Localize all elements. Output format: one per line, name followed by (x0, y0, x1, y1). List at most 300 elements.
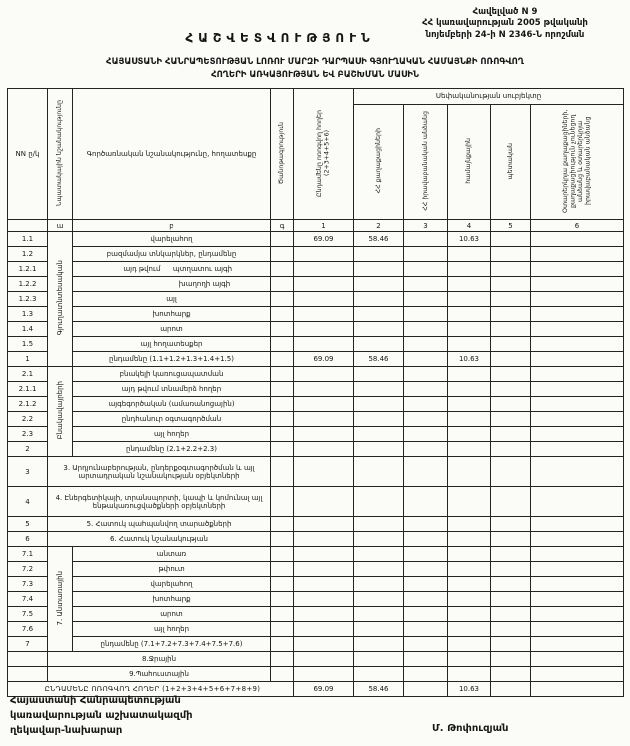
value-cell (448, 307, 491, 322)
value-cell (491, 637, 531, 652)
value-cell (404, 592, 448, 607)
value-cell (354, 382, 404, 397)
col-header-legal-entities (404, 105, 448, 220)
value-cell (491, 292, 531, 307)
note-cell (271, 322, 294, 337)
land-type-label: 3. Արդյունաբերության, ընդերքօգտագործման և այլ արտադրական նշանակության օբյեկտների (48, 457, 271, 487)
row-number: 2.3 (8, 427, 48, 442)
table-row (8, 667, 624, 682)
table-row (8, 337, 624, 352)
value-cell (354, 292, 404, 307)
note-cell (271, 517, 294, 532)
row-number: 7.4 (8, 592, 48, 607)
col-header-citizens-label: ՀՀ քաղաքացիների (374, 128, 382, 194)
value-cell (294, 652, 354, 667)
table-row (8, 277, 624, 292)
row-number (8, 667, 48, 682)
table-row (8, 307, 624, 322)
land-type-label: 5. Հատուկ պահպանվող տարածքների (48, 517, 271, 532)
note-cell (271, 667, 294, 682)
value-cell: 10.63 (448, 232, 491, 247)
value-cell (531, 427, 624, 442)
report-table (7, 88, 624, 697)
report-subtitle (0, 56, 630, 82)
value-cell (404, 517, 448, 532)
value-cell (531, 337, 624, 352)
row-number: 1.3 (8, 307, 48, 322)
table-row (8, 487, 624, 517)
land-type-label: 9.Պահուստային (48, 667, 271, 682)
row-number: 7.3 (8, 577, 48, 592)
value-cell (491, 592, 531, 607)
land-type-label: արոտ (73, 607, 271, 622)
value-cell (354, 517, 404, 532)
value-cell (294, 307, 354, 322)
value-cell (491, 397, 531, 412)
value-cell (448, 397, 491, 412)
value-cell (491, 352, 531, 367)
value-cell (294, 337, 354, 352)
note-cell (271, 592, 294, 607)
column-index-cell: 2 (354, 220, 404, 232)
value-cell (531, 382, 624, 397)
value-cell (294, 397, 354, 412)
value-cell (531, 622, 624, 637)
value-cell (531, 682, 624, 697)
value-cell (404, 457, 448, 487)
value-cell (294, 322, 354, 337)
value-cell (404, 277, 448, 292)
value-cell (531, 412, 624, 427)
value-cell (404, 412, 448, 427)
value-cell (404, 637, 448, 652)
value-cell (491, 412, 531, 427)
land-type-label: այլ (73, 292, 271, 307)
land-type-label: բնակելի կառուցապատման (73, 367, 271, 382)
note-cell (271, 232, 294, 247)
column-index-cell: 4 (448, 220, 491, 232)
row-number: 1.1 (8, 232, 48, 247)
value-cell (531, 292, 624, 307)
value-cell (404, 247, 448, 262)
value-cell (491, 532, 531, 547)
value-cell: 69.09 (294, 232, 354, 247)
note-cell (271, 652, 294, 667)
col-header-legal-entities-label: ՀՀ իրավաբանական անձանց (421, 111, 429, 211)
value-cell (491, 517, 531, 532)
value-cell (404, 337, 448, 352)
value-cell (404, 262, 448, 277)
report-title: ՀԱՇՎԵՏՎՈՒԹՅՈՒՆ (185, 31, 375, 45)
value-cell (294, 577, 354, 592)
table-row (8, 397, 624, 412)
table-row (8, 577, 624, 592)
column-index-cell: գ (271, 220, 294, 232)
value-cell (354, 652, 404, 667)
col-header-community (448, 105, 491, 220)
value-cell (294, 427, 354, 442)
table-row (8, 292, 624, 307)
value-cell (531, 277, 624, 292)
value-cell (531, 547, 624, 562)
row-number: 6 (8, 532, 48, 547)
note-cell (271, 637, 294, 652)
category-label (48, 367, 73, 457)
value-cell (404, 607, 448, 622)
category-label (48, 232, 73, 367)
note-cell (271, 307, 294, 322)
value-cell (404, 307, 448, 322)
value-cell (354, 307, 404, 322)
land-type-label: այլ հողեր (73, 427, 271, 442)
value-cell (491, 262, 531, 277)
land-type-label: թփուտ (73, 562, 271, 577)
value-cell (448, 277, 491, 292)
value-cell (491, 277, 531, 292)
value-cell: 10.63 (448, 682, 491, 697)
land-type-label: խոտհարք (73, 592, 271, 607)
value-cell (294, 292, 354, 307)
value-cell (294, 532, 354, 547)
value-cell (404, 322, 448, 337)
table-row (8, 547, 624, 562)
row-number: 4 (8, 487, 48, 517)
value-cell (294, 457, 354, 487)
col-header-nn: NN ը/կ (8, 89, 48, 220)
table-row (8, 622, 624, 637)
note-cell (271, 397, 294, 412)
row-number: 2.1 (8, 367, 48, 382)
table-row (8, 592, 624, 607)
value-cell (448, 592, 491, 607)
report-table-head (8, 89, 624, 232)
note-cell (271, 562, 294, 577)
value-cell (491, 622, 531, 637)
table-row (8, 562, 624, 577)
value-cell (531, 262, 624, 277)
value-cell (354, 532, 404, 547)
value-cell (354, 367, 404, 382)
value-cell (531, 307, 624, 322)
land-type-label: ընդհանուր օգտագործման (73, 412, 271, 427)
value-cell (404, 382, 448, 397)
value-cell (491, 232, 531, 247)
note-cell (271, 442, 294, 457)
value-cell (294, 367, 354, 382)
value-cell (448, 637, 491, 652)
col-header-purpose-label: Նպատակային նշանակությունը (56, 99, 64, 207)
table-row (8, 457, 624, 487)
value-cell (531, 247, 624, 262)
table-row (8, 232, 624, 247)
table-row (8, 382, 624, 397)
value-cell (294, 607, 354, 622)
value-cell (294, 412, 354, 427)
value-cell (448, 412, 491, 427)
value-cell (354, 337, 404, 352)
value-cell (354, 412, 404, 427)
table-row (8, 652, 624, 667)
note-cell (271, 532, 294, 547)
value-cell (531, 442, 624, 457)
value-cell (404, 367, 448, 382)
value-cell (404, 352, 448, 367)
land-type-label: ընդամենը (2.1+2.2+2.3) (73, 442, 271, 457)
land-type-label: արոտ (73, 322, 271, 337)
value-cell (448, 517, 491, 532)
note-cell (271, 622, 294, 637)
value-cell (491, 652, 531, 667)
row-number: 1.2.2 (8, 277, 48, 292)
value-cell (404, 427, 448, 442)
value-cell (404, 397, 448, 412)
column-index-cell: 3 (404, 220, 448, 232)
note-cell (271, 547, 294, 562)
value-cell (491, 667, 531, 682)
col-header-foreign (531, 105, 624, 220)
signatory-title-block (10, 693, 193, 738)
land-type-label: 8.Ջրային (48, 652, 271, 667)
category-label-text: Բնակավայրերի (55, 381, 64, 440)
value-cell (531, 577, 624, 592)
header-row-top (8, 89, 624, 105)
col-header-foreign-label: Օտարերկրյա քաղաքացիների, քաղաքացիություն չունեցող անձանց և օտարերկրյա իրավաբանական անձանց (561, 109, 592, 213)
row-number: 7.5 (8, 607, 48, 622)
col-header-note-label: Ծանոթագրություն (278, 121, 286, 185)
value-cell (354, 442, 404, 457)
value-cell (294, 442, 354, 457)
value-cell (491, 487, 531, 517)
note-cell (271, 262, 294, 277)
row-number (8, 652, 48, 667)
value-cell (491, 337, 531, 352)
column-index-row (8, 220, 624, 232)
value-cell (448, 427, 491, 442)
value-cell (448, 562, 491, 577)
row-number: 2.1.2 (8, 397, 48, 412)
value-cell (531, 562, 624, 577)
value-cell (531, 637, 624, 652)
value-cell (491, 442, 531, 457)
value-cell: 58.46 (354, 352, 404, 367)
annex-number: Հավելված N 9 (472, 7, 538, 17)
col-header-total-irrigated-label: Ընդամենը ոռոգվող հողեր (2+3+4+5+6) (315, 109, 331, 197)
value-cell (404, 547, 448, 562)
row-number: 1 (8, 352, 48, 367)
value-cell (448, 337, 491, 352)
row-number: 2.2 (8, 412, 48, 427)
value-cell (491, 382, 531, 397)
col-header-purpose (48, 89, 73, 220)
row-number: 2.1.1 (8, 382, 48, 397)
value-cell (531, 607, 624, 622)
value-cell: 69.09 (294, 682, 354, 697)
column-index-cell: 1 (294, 220, 354, 232)
row-number: 7.2 (8, 562, 48, 577)
table-row (8, 607, 624, 622)
value-cell (491, 577, 531, 592)
value-cell (404, 682, 448, 697)
note-cell (271, 487, 294, 517)
land-type-label: անտառ (73, 547, 271, 562)
value-cell (531, 352, 624, 367)
value-cell (294, 637, 354, 652)
value-cell (531, 322, 624, 337)
value-cell (354, 562, 404, 577)
value-cell: 10.63 (448, 352, 491, 367)
row-number: 5 (8, 517, 48, 532)
value-cell (404, 487, 448, 517)
column-index-cell: բ (73, 220, 271, 232)
value-cell (404, 442, 448, 457)
value-cell (491, 682, 531, 697)
value-cell (491, 562, 531, 577)
category-label-text: 7. Անտառային (55, 570, 64, 626)
value-cell (404, 232, 448, 247)
land-type-label: բազմամյա տնկարկներ, ընդամենը (73, 247, 271, 262)
category-label-text: Գյուղատնտեսական (55, 260, 64, 336)
value-cell (491, 457, 531, 487)
value-cell (294, 262, 354, 277)
row-number: 3 (8, 457, 48, 487)
note-cell (271, 352, 294, 367)
land-type-prefix: այդ թվում (123, 265, 161, 274)
value-cell (491, 427, 531, 442)
value-cell (448, 247, 491, 262)
col-header-ownership-group: Սեփականության սուբյեկտը (354, 89, 624, 105)
row-number: 7.1 (8, 547, 48, 562)
note-cell (271, 457, 294, 487)
value-cell (448, 532, 491, 547)
value-cell (531, 487, 624, 517)
table-row (8, 517, 624, 532)
row-number: 7 (8, 637, 48, 652)
note-cell (271, 607, 294, 622)
value-cell (531, 397, 624, 412)
value-cell (448, 322, 491, 337)
row-number: 1.4 (8, 322, 48, 337)
value-cell (491, 547, 531, 562)
value-cell (491, 607, 531, 622)
note-cell (271, 277, 294, 292)
row-number: 1.2 (8, 247, 48, 262)
land-type-label: այլ հողատեսքեր (73, 337, 271, 352)
row-number: 2 (8, 442, 48, 457)
value-cell (354, 547, 404, 562)
col-header-citizens (354, 105, 404, 220)
value-cell (448, 292, 491, 307)
value-cell (448, 487, 491, 517)
table-row (8, 247, 624, 262)
table-row (8, 427, 624, 442)
col-header-state-label: պետական (506, 142, 514, 180)
land-type-label: այդ թվում պտղատու այգի (73, 262, 271, 277)
column-index-cell (8, 220, 48, 232)
note-cell (271, 247, 294, 262)
value-cell (354, 667, 404, 682)
value-cell (491, 247, 531, 262)
value-cell (404, 532, 448, 547)
value-cell (354, 607, 404, 622)
table-row (8, 442, 624, 457)
note-cell (271, 577, 294, 592)
col-header-total-irrigated (294, 89, 354, 220)
note-cell (271, 292, 294, 307)
value-cell (448, 622, 491, 637)
value-cell (294, 592, 354, 607)
report-table-body (8, 232, 624, 697)
value-cell (448, 457, 491, 487)
grand-total-label: ԸՆԴԱՄԵՆԸ ՈՌՈԳՎՈՂ ՀՈՂԵՐ (1+2+3+4+5+6+7+8+9) (8, 682, 294, 697)
value-cell (404, 562, 448, 577)
column-index-cell: 6 (531, 220, 624, 232)
value-cell (354, 397, 404, 412)
column-index-cell: ա (48, 220, 73, 232)
value-cell (294, 247, 354, 262)
land-type-label: ընդամենը (1.1+1.2+1.3+1.4+1.5) (73, 352, 271, 367)
table-row (8, 262, 624, 277)
value-cell (531, 517, 624, 532)
value-cell (354, 247, 404, 262)
value-cell (354, 427, 404, 442)
value-cell (448, 367, 491, 382)
land-type-label: ընդամենը (7.1+7.2+7.3+7.4+7.5+7.6) (73, 637, 271, 652)
value-cell (294, 517, 354, 532)
value-cell (354, 457, 404, 487)
value-cell (448, 262, 491, 277)
value-cell (294, 382, 354, 397)
value-cell (294, 277, 354, 292)
value-cell (354, 262, 404, 277)
table-row (8, 352, 624, 367)
signatory-name: Մ. Թոփուզյան (432, 723, 509, 734)
annex-decree-line2: նոյեմբերի 24-ի N 2346-Ն որոշման (425, 29, 585, 40)
value-cell (404, 652, 448, 667)
land-type-label: այդ թվում տնամերձ հողեր (73, 382, 271, 397)
value-cell (404, 667, 448, 682)
col-header-note (271, 89, 294, 220)
value-cell (404, 292, 448, 307)
note-cell (271, 382, 294, 397)
table-row (8, 532, 624, 547)
land-type-label: այլ հողեր (73, 622, 271, 637)
land-type-label: 4. Էներգետիկայի, տրանսպորտի, կապի և կոմունալ այլ ենթակառուցվածքների օբյեկտների (48, 487, 271, 517)
value-cell (448, 382, 491, 397)
value-cell (491, 307, 531, 322)
note-cell (271, 367, 294, 382)
col-header-state (491, 105, 531, 220)
value-cell (531, 457, 624, 487)
value-cell (491, 367, 531, 382)
value-cell (294, 667, 354, 682)
value-cell (531, 532, 624, 547)
table-row (8, 322, 624, 337)
value-cell (354, 322, 404, 337)
report-subtitle-line1: ՀԱՅԱՍՏԱՆԻ ՀԱՆՐԱՊԵՏՈՒԹՅԱՆ ԼՈՌՈՒ ՄԱՐԶԻ ԴԱՐՊԱՍԻ ԳՅՈՒՂԱԿԱՆ ՀԱՄԱՅՆՔԻ ՈՌՈԳՎՈՂ (106, 57, 524, 67)
report-subtitle-line2: ՀՈՂԵՐԻ ԱՌԿԱՅՈՒԹՅԱՆ ԵՎ ԲԱՇԽՄԱՆ ՄԱՍԻՆ (211, 69, 419, 80)
value-cell (448, 652, 491, 667)
value-cell (531, 667, 624, 682)
value-cell (531, 592, 624, 607)
value-cell (448, 667, 491, 682)
table-row (8, 367, 624, 382)
signatory-title-line2: կառավարության աշխատակազմի (10, 710, 193, 721)
value-cell (448, 547, 491, 562)
value-cell (531, 652, 624, 667)
value-cell (294, 547, 354, 562)
col-header-community-label: համայնքային (465, 138, 473, 184)
row-number: 1.5 (8, 337, 48, 352)
